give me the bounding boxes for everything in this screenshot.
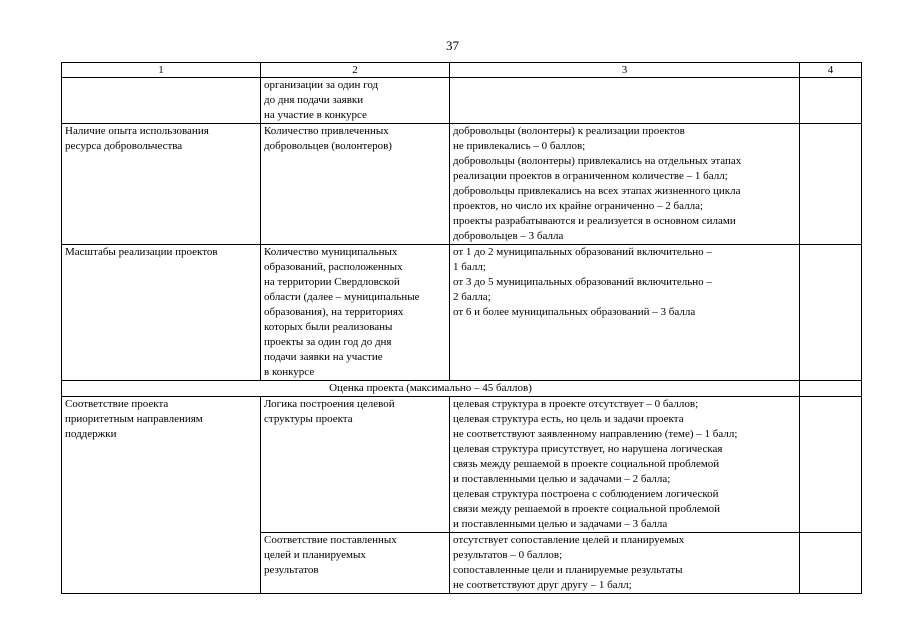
indicator-cell <box>261 397 450 533</box>
text-line: связи между решаемой в проекте социальной проблемой <box>453 503 721 515</box>
text-line: от 6 и более муниципальных образований – 3 балла <box>453 306 696 318</box>
indicator-cell <box>261 533 450 594</box>
criterion-cell <box>62 245 261 381</box>
text-line: которых были реализованы <box>264 321 393 333</box>
text-line: добровольцы (волонтеры) к реализации проектов <box>453 125 685 137</box>
text-line: в конкурсе <box>264 366 315 378</box>
text-line: ресурса добровольчества <box>65 140 183 152</box>
text-line: не соответствуют друг другу – 1 балл; <box>453 579 632 591</box>
text-line: образований, расположенных <box>264 261 403 273</box>
text-line: Соответствие проекта <box>65 398 169 410</box>
text-line: добровольцев – 3 балла <box>453 230 564 242</box>
text-line: целевая структура в проекте отсутствует – 0 баллов; <box>453 398 699 410</box>
indicator-cell <box>261 245 450 381</box>
text-line: проектов, но число их крайне ограниченно – 2 балла; <box>453 200 704 212</box>
score-cell <box>800 124 862 245</box>
section-title: Оценка проекта (максимально – 45 баллов) <box>62 381 800 397</box>
text-line: Логика построения целевой <box>264 398 395 410</box>
text-line: целевая структура присутствует, но нарушена логическая <box>453 443 723 455</box>
page-number: 37 <box>446 38 459 53</box>
score-cell <box>800 533 862 594</box>
criterion-cell <box>62 78 261 124</box>
text-line: от 1 до 2 муниципальных образований включительно – <box>453 246 712 258</box>
scoring-cell <box>450 397 800 533</box>
text-line: образования), на территориях <box>264 306 404 318</box>
text-line: добровольцы привлекались на всех этапах жизненного цикла <box>453 185 741 197</box>
text-line: результатов <box>264 564 319 576</box>
text-line: добровольцы (волонтеры) привлекались на отдельных этапах <box>453 155 742 167</box>
text-line: сопоставленные цели и планируемые результаты <box>453 564 683 576</box>
scoring-cell <box>450 124 800 245</box>
text-line: результатов – 0 баллов; <box>453 549 563 561</box>
text-line: добровольцев (волонтеров) <box>264 140 392 152</box>
column-number-row <box>62 63 862 78</box>
text-line: поддержки <box>65 428 117 440</box>
score-cell <box>800 381 862 397</box>
scoring-cell <box>450 533 800 594</box>
text-line: области (далее – муниципальные <box>264 291 420 303</box>
table-row <box>62 245 862 381</box>
text-line: целевая структура построена с соблюдением логической <box>453 488 719 500</box>
text-line: структуры проекта <box>264 413 353 425</box>
indicator-cell <box>261 124 450 245</box>
criteria-table <box>61 62 862 594</box>
column-number-3: 3 <box>450 63 800 78</box>
criterion-cell <box>62 397 261 594</box>
text-line: отсутствует сопоставление целей и планируемых <box>453 534 685 546</box>
text-line: 1 балл; <box>453 261 486 273</box>
text-line: целевая структура есть, но цель и задачи проекта <box>453 413 684 425</box>
text-line: приоритетным направлениям <box>65 413 203 425</box>
column-number-4: 4 <box>800 63 862 78</box>
table-row <box>62 78 862 124</box>
text-line: проекты разрабатываются и реализуется в основном силами <box>453 215 736 227</box>
column-number-2: 2 <box>261 63 450 78</box>
criterion-cell <box>62 124 261 245</box>
table-row <box>62 124 862 245</box>
text-line: Масштабы реализации проектов <box>65 246 218 258</box>
text-line: от 3 до 5 муниципальных образований включительно – <box>453 276 712 288</box>
text-line: не соответствуют заявленному направлению (теме) – 1 балл; <box>453 428 738 440</box>
text-line: связь между решаемой в проекте социальной проблемой <box>453 458 720 470</box>
text-line: Наличие опыта использования <box>65 125 209 137</box>
text-line: не привлекались – 0 баллов; <box>453 140 586 152</box>
text-line: организации за один год <box>264 79 379 91</box>
text-line: и поставленными целью и задачами – 2 балла; <box>453 473 671 485</box>
text-line: на территории Свердловской <box>264 276 400 288</box>
text-line: Количество привлеченных <box>264 125 389 137</box>
text-line: целей и планируемых <box>264 549 366 561</box>
text-line: и поставленными целью и задачами – 3 балла <box>453 518 668 530</box>
score-cell <box>800 397 862 533</box>
text-line: подачи заявки на участие <box>264 351 383 363</box>
score-cell <box>800 245 862 381</box>
indicator-cell <box>261 78 450 124</box>
text-line: Количество муниципальных <box>264 246 398 258</box>
scoring-cell <box>450 245 800 381</box>
text-line: реализации проектов в ограниченном количестве – 1 балл; <box>453 170 728 182</box>
text-line: на участие в конкурсе <box>264 109 367 121</box>
table-row <box>62 397 862 533</box>
column-number-1: 1 <box>62 63 261 78</box>
text-line: до дня подачи заявки <box>264 94 364 106</box>
scoring-cell <box>450 78 800 124</box>
section-row <box>62 381 862 397</box>
text-line: проекты за один год до дня <box>264 336 392 348</box>
score-cell <box>800 78 862 124</box>
text-line: 2 балла; <box>453 291 491 303</box>
text-line: Соответствие поставленных <box>264 534 397 546</box>
